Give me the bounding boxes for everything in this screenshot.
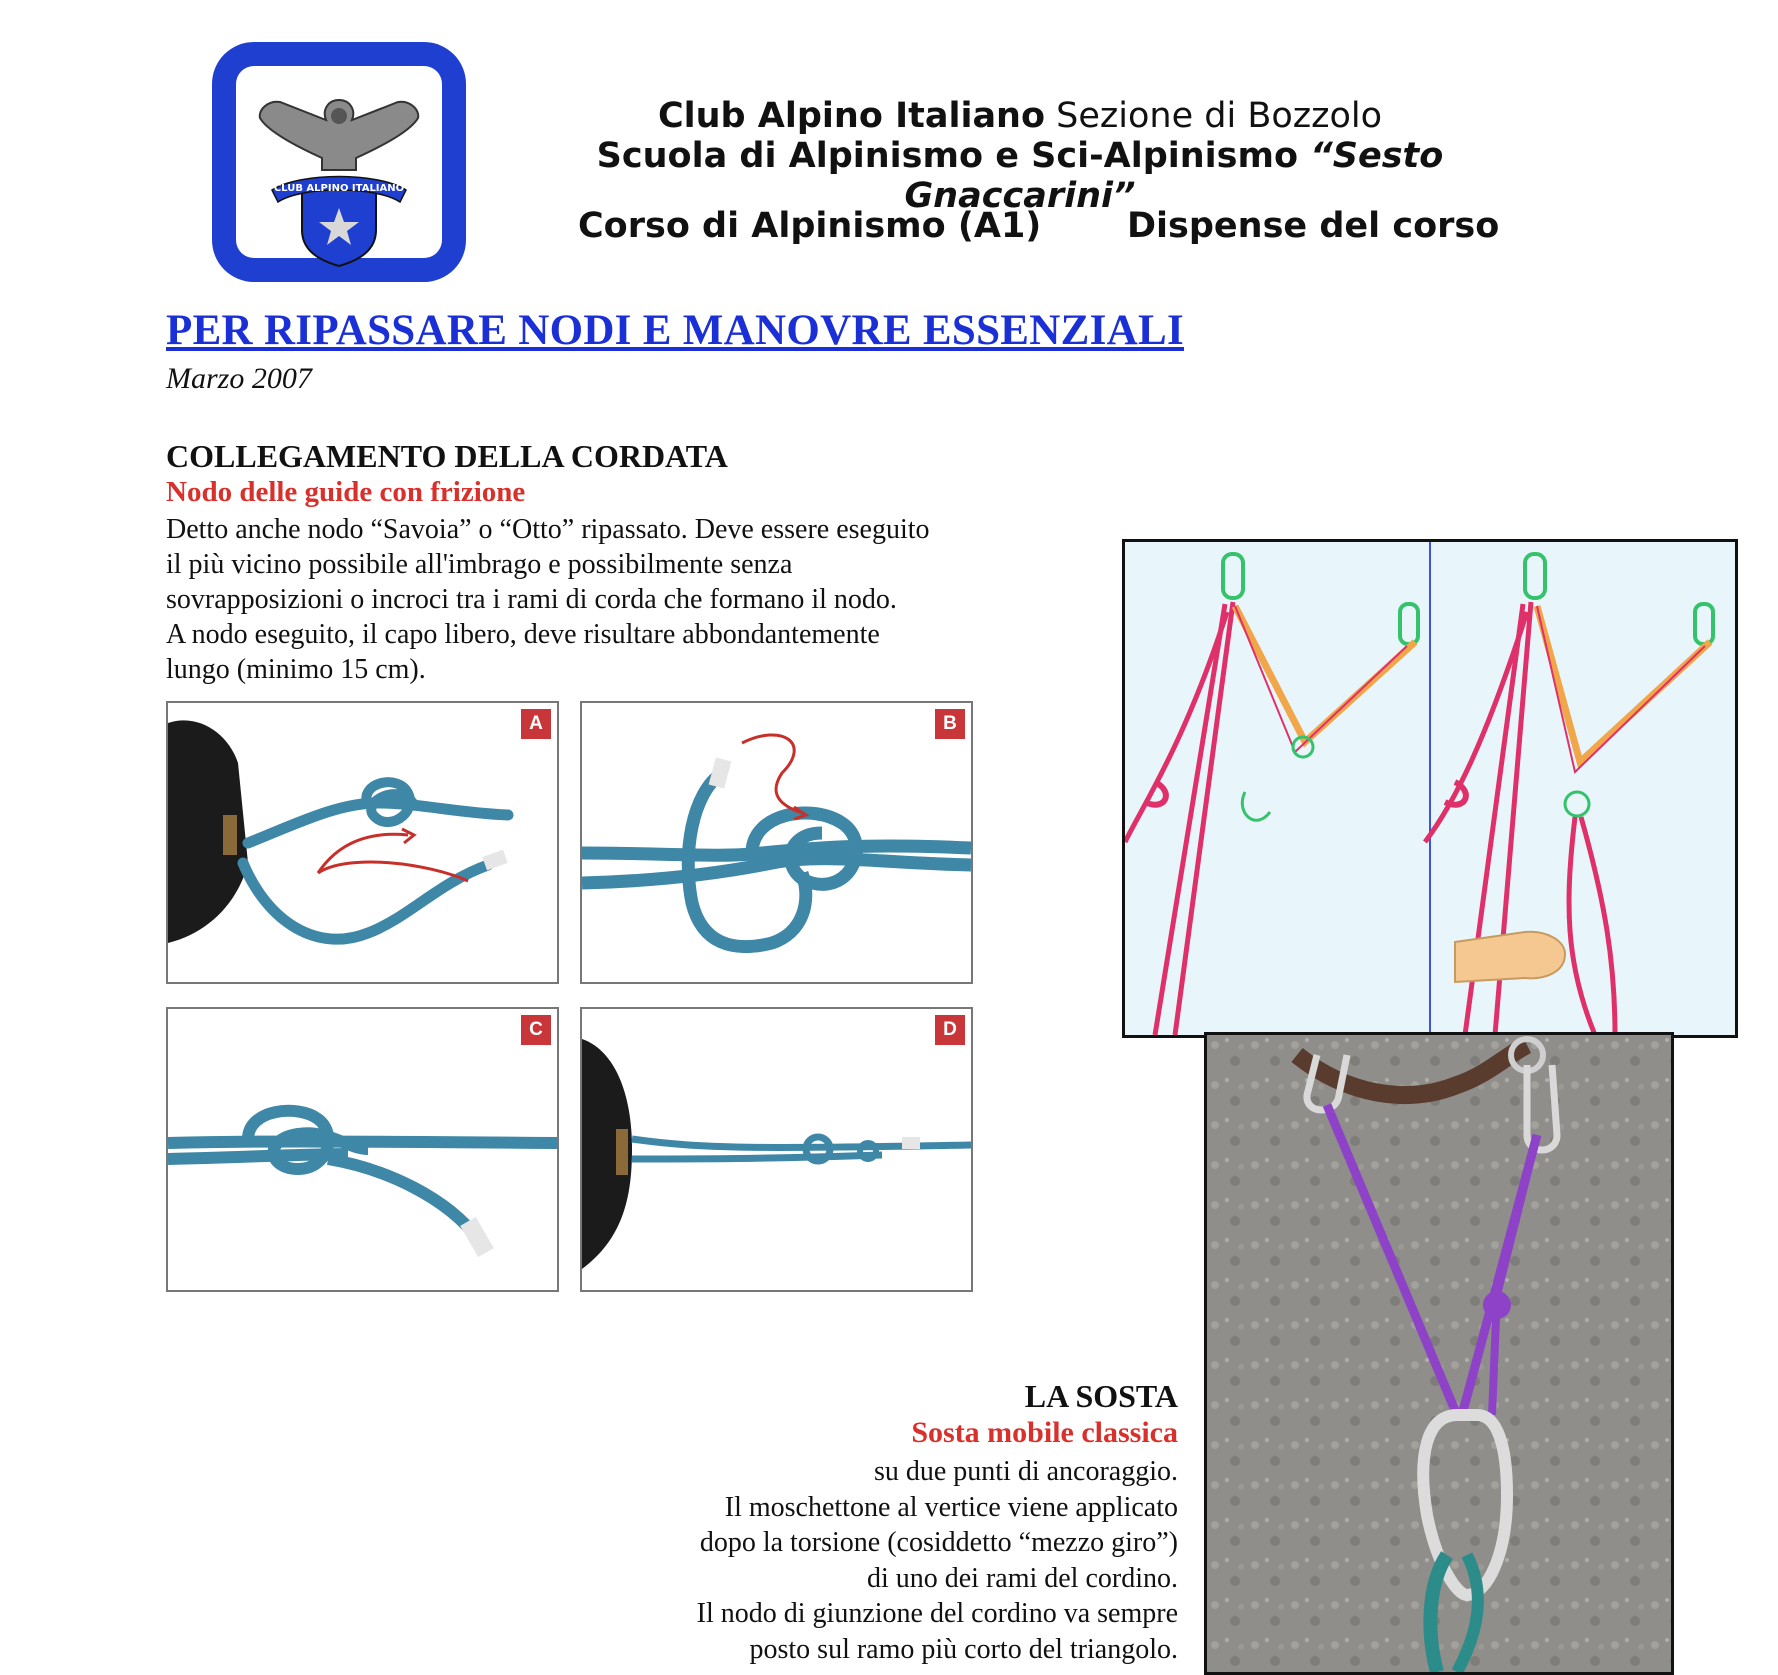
section-subheading-nodo: Nodo delle guide con frizione	[166, 476, 526, 508]
sosta-photo	[1204, 1032, 1674, 1675]
club-name: Club Alpino Italiano	[657, 96, 1046, 136]
document-date: Marzo 2007	[166, 362, 312, 395]
dispense-label: Dispense del corso	[1127, 206, 1500, 246]
school-prefix: Scuola di Alpinismo e Sci-Alpinismo	[596, 136, 1311, 176]
school-line	[520, 136, 1520, 216]
panel-badge: A	[521, 709, 551, 739]
section-body-sosta	[560, 1454, 1178, 1667]
panel-badge: B	[935, 709, 965, 739]
knot-step-c-illustration	[168, 1009, 557, 1290]
body-line: lungo (minimo 15 cm).	[166, 654, 426, 685]
course-name: Corso di Alpinismo (A1)	[578, 206, 1042, 246]
body-line: posto sul ramo più corto del triangolo.	[749, 1633, 1178, 1665]
logo-banner-text: CLUB ALPINO ITALIANO	[273, 183, 405, 194]
knot-step-b-illustration	[582, 703, 971, 982]
body-line: A nodo eseguito, il capo libero, deve risultare abbondantemente	[166, 619, 880, 650]
document-title-link[interactable]: PER RIPASSARE NODI E MANOVRE ESSENZIALI	[166, 307, 1185, 354]
body-line: sovrapposizioni o incroci tra i rami di corda che formano il nodo.	[166, 584, 897, 615]
body-line: Il nodo di giunzione del cordino va sempre	[696, 1598, 1178, 1629]
body-line: su due punti di ancoraggio.	[873, 1456, 1178, 1487]
section-body-nodo	[166, 512, 1026, 687]
knot-panel-a	[166, 701, 559, 984]
section-subheading-sosta: Sosta mobile classica	[911, 1416, 1178, 1449]
section-heading-sosta: LA SOSTA	[1024, 1378, 1178, 1414]
knot-panel-b	[580, 701, 973, 984]
panel-badge: C	[521, 1015, 551, 1045]
sosta-diagram	[1122, 539, 1738, 1038]
cai-logo	[210, 40, 468, 284]
knot-step-d-illustration	[582, 1009, 971, 1290]
school-name: “Sesto Gnaccarini”	[904, 136, 1444, 216]
body-line: il più vicino possibile all'imbrago e possibilmente senza	[166, 549, 793, 580]
section-heading-cordata: COLLEGAMENTO DELLA CORDATA	[166, 438, 728, 474]
knot-panel-c	[166, 1007, 559, 1292]
knot-panel-d	[580, 1007, 973, 1292]
club-section: Sezione di Bozzolo	[1045, 96, 1383, 136]
club-line	[520, 96, 1520, 136]
knot-step-a-illustration	[168, 703, 557, 982]
body-line: Detto anche nodo “Savoia” o “Otto” ripassato. Deve essere eseguito	[166, 514, 930, 545]
body-line: Il moschettone al vertice viene applicato	[724, 1491, 1178, 1523]
panel-badge: D	[935, 1015, 965, 1045]
body-line: dopo la torsione (cosiddetto “mezzo giro”)	[699, 1527, 1178, 1558]
body-line: di uno dei rami del cordino.	[866, 1562, 1178, 1594]
